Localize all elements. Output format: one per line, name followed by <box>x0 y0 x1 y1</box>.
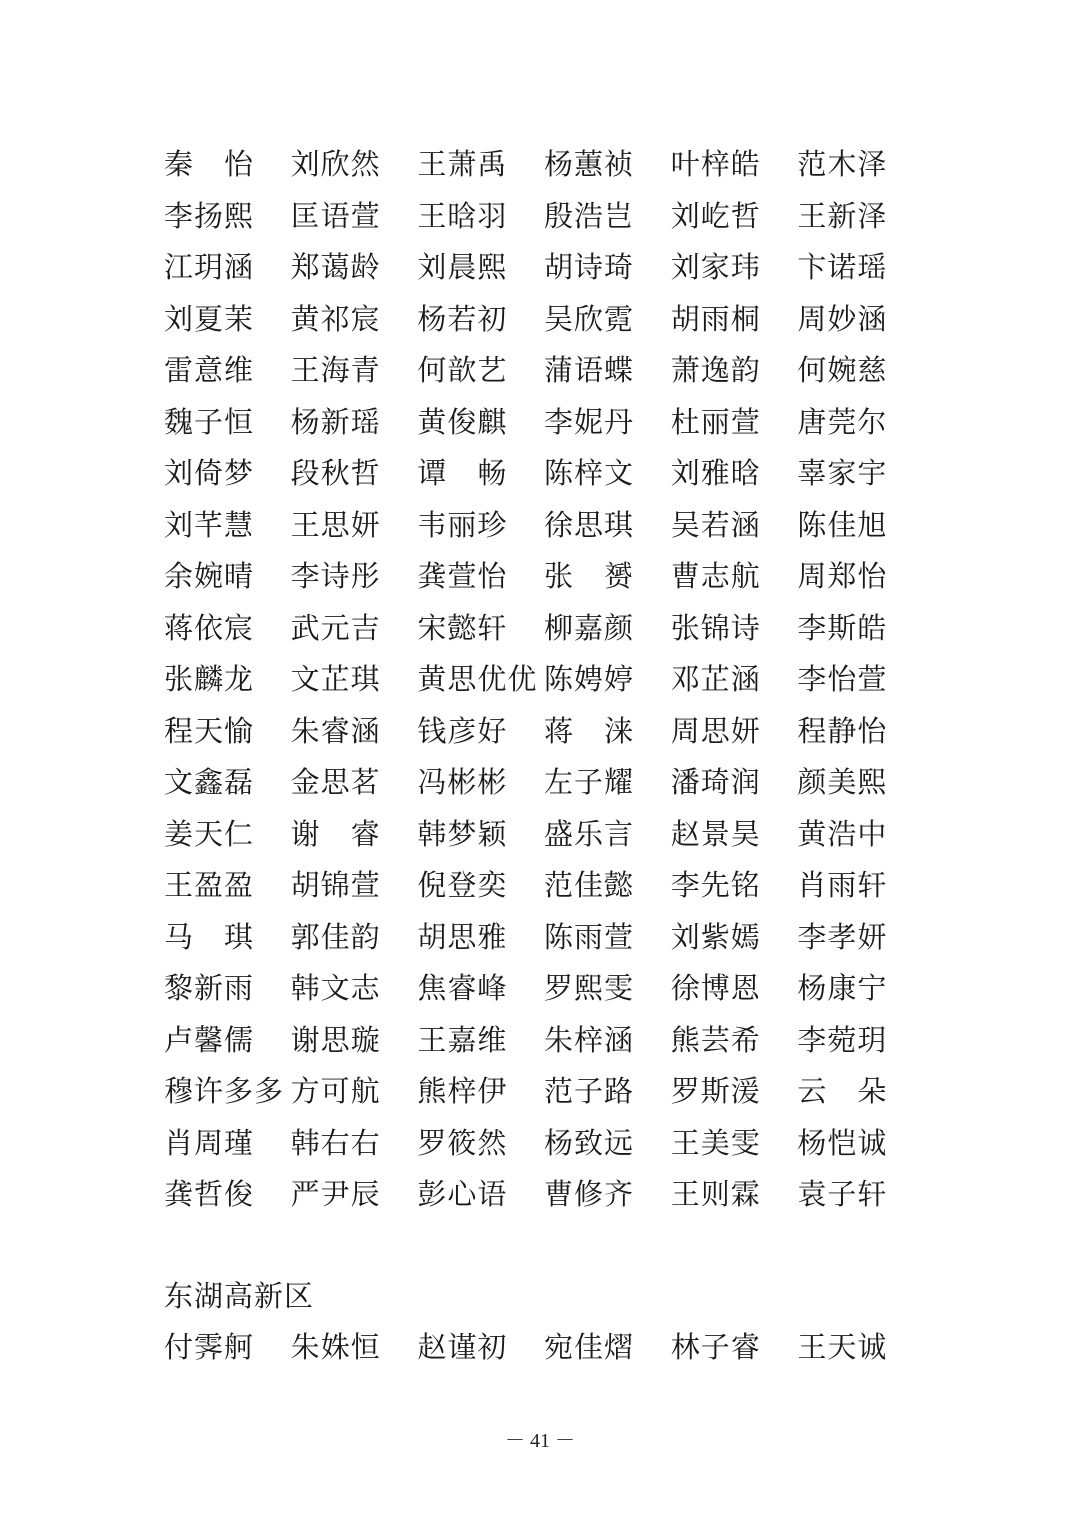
name-cell: 刘雅晗 <box>670 456 761 491</box>
name-cell: 黄俊麒 <box>417 404 508 439</box>
name-cell: 吴若涵 <box>670 507 761 542</box>
name-cell: 方可航 <box>290 1074 381 1109</box>
name-cell: 王天诚 <box>797 1330 888 1365</box>
name-cell: 穆许多多 <box>164 1074 285 1109</box>
name-cell: 陈雨萱 <box>544 919 635 954</box>
name-cell: 蒲语蝶 <box>544 353 635 388</box>
name-cell: 李斯皓 <box>797 610 888 645</box>
name-cell: 刘芊慧 <box>164 507 255 542</box>
name-cell: 卞诺瑶 <box>797 250 888 285</box>
name-cell: 李诗彤 <box>290 559 381 594</box>
name-row <box>164 961 924 1013</box>
name-cell: 叶梓皓 <box>670 147 761 182</box>
name-cell: 杨康宁 <box>797 971 888 1006</box>
names-list <box>164 137 924 1219</box>
name-cell: 王美雯 <box>670 1125 761 1160</box>
name-cell: 周思妍 <box>670 713 761 748</box>
name-cell: 杜丽萱 <box>670 404 761 439</box>
name-row <box>164 189 924 241</box>
name-cell: 张麟龙 <box>164 662 255 697</box>
name-row <box>164 910 924 962</box>
name-row <box>164 549 924 601</box>
name-cell: 蒋 涞 <box>544 713 635 748</box>
name-cell: 范子路 <box>544 1074 635 1109</box>
name-cell: 王新泽 <box>797 198 888 233</box>
name-cell: 韦丽珍 <box>417 507 508 542</box>
name-row <box>164 240 924 292</box>
name-cell: 殷浩岂 <box>544 198 635 233</box>
name-cell: 张锦诗 <box>670 610 761 645</box>
name-cell: 刘晨熙 <box>417 250 508 285</box>
name-cell: 刘屹哲 <box>670 198 761 233</box>
name-cell: 程天愉 <box>164 713 255 748</box>
name-cell: 严尹辰 <box>290 1177 381 1212</box>
name-cell: 周郑怡 <box>797 559 888 594</box>
name-cell: 马 琪 <box>164 919 255 954</box>
name-cell: 雷意维 <box>164 353 255 388</box>
name-cell: 邓芷涵 <box>670 662 761 697</box>
name-cell: 刘家玮 <box>670 250 761 285</box>
name-cell: 焦睿峰 <box>417 971 508 1006</box>
name-cell: 文芷琪 <box>290 662 381 697</box>
name-cell: 李扬熙 <box>164 198 255 233</box>
page-number: － 41 － <box>505 1430 575 1452</box>
name-cell: 罗斯湲 <box>670 1074 761 1109</box>
name-cell: 胡锦萱 <box>290 868 381 903</box>
name-cell: 盛乐言 <box>544 816 635 851</box>
name-cell: 谭 畅 <box>417 456 508 491</box>
name-cell: 付霁舸 <box>164 1330 255 1365</box>
name-cell: 陈娉婷 <box>544 662 635 697</box>
name-cell: 唐莞尔 <box>797 404 888 439</box>
name-cell: 李孝妍 <box>797 919 888 954</box>
name-cell: 李妮丹 <box>544 404 635 439</box>
name-row <box>164 601 924 653</box>
name-cell: 潘琦润 <box>670 765 761 800</box>
name-cell: 金思茗 <box>290 765 381 800</box>
name-cell: 郭佳韵 <box>290 919 381 954</box>
name-cell: 韩文志 <box>290 971 381 1006</box>
name-cell: 黄浩中 <box>797 816 888 851</box>
name-cell: 何歆艺 <box>417 353 508 388</box>
name-cell: 倪登奕 <box>417 868 508 903</box>
name-cell: 姜天仁 <box>164 816 255 851</box>
name-cell: 黄思优优 <box>417 662 538 697</box>
name-cell: 杨新瑶 <box>290 404 381 439</box>
name-cell: 朱姝恒 <box>290 1330 381 1365</box>
name-cell: 段秋哲 <box>290 456 381 491</box>
name-row <box>164 1013 924 1065</box>
name-cell: 冯彬彬 <box>417 765 508 800</box>
name-cell: 朱睿涵 <box>290 713 381 748</box>
name-row <box>164 498 924 550</box>
name-cell: 何婉慈 <box>797 353 888 388</box>
name-cell: 袁子轩 <box>797 1177 888 1212</box>
name-cell: 李怡萱 <box>797 662 888 697</box>
name-cell: 余婉晴 <box>164 559 255 594</box>
name-cell: 黄祁宸 <box>290 301 381 336</box>
name-cell: 刘紫嫣 <box>670 919 761 954</box>
name-row <box>164 1167 924 1219</box>
name-cell: 陈梓文 <box>544 456 635 491</box>
name-cell: 江玥涵 <box>164 250 255 285</box>
name-cell: 韩右右 <box>290 1125 381 1160</box>
name-cell: 杨致远 <box>544 1125 635 1160</box>
name-cell: 卢馨儒 <box>164 1022 255 1057</box>
name-cell: 刘欣然 <box>290 147 381 182</box>
name-cell: 熊梓伊 <box>417 1074 508 1109</box>
name-cell: 杨恺诚 <box>797 1125 888 1160</box>
name-cell: 曹修齐 <box>544 1177 635 1212</box>
name-row <box>164 1064 924 1116</box>
name-row <box>164 858 924 910</box>
name-cell: 陈佳旭 <box>797 507 888 542</box>
name-cell: 魏子恒 <box>164 404 255 439</box>
name-cell: 彭心语 <box>417 1177 508 1212</box>
name-row <box>164 1116 924 1168</box>
name-cell: 颜美熙 <box>797 765 888 800</box>
name-cell: 李菀玥 <box>797 1022 888 1057</box>
name-cell: 武元吉 <box>290 610 381 645</box>
name-cell: 郑蔼龄 <box>290 250 381 285</box>
name-cell: 熊芸希 <box>670 1022 761 1057</box>
name-cell: 钱彦好 <box>417 713 508 748</box>
name-cell: 肖周瑾 <box>164 1125 255 1160</box>
name-cell: 萧逸韵 <box>670 353 761 388</box>
name-cell: 罗熙雯 <box>544 971 635 1006</box>
name-cell: 王则霖 <box>670 1177 761 1212</box>
name-cell: 王萧禹 <box>417 147 508 182</box>
name-cell: 杨若初 <box>417 301 508 336</box>
name-cell: 李先铭 <box>670 868 761 903</box>
name-cell: 文鑫磊 <box>164 765 255 800</box>
name-cell: 周妙涵 <box>797 301 888 336</box>
section-names-row <box>164 1320 924 1372</box>
name-cell: 朱梓涵 <box>544 1022 635 1057</box>
name-cell: 云 朵 <box>797 1074 888 1109</box>
name-cell: 龚萱怡 <box>417 559 508 594</box>
name-row <box>164 755 924 807</box>
name-cell: 程静怡 <box>797 713 888 748</box>
name-cell: 黎新雨 <box>164 971 255 1006</box>
name-cell: 胡雨桐 <box>670 301 761 336</box>
name-cell: 宛佳熠 <box>544 1330 635 1365</box>
name-cell: 左子耀 <box>544 765 635 800</box>
name-row <box>164 652 924 704</box>
name-row <box>164 137 924 189</box>
name-cell: 罗筱然 <box>417 1125 508 1160</box>
name-cell: 王嘉维 <box>417 1022 508 1057</box>
name-cell: 王盈盈 <box>164 868 255 903</box>
name-cell: 王思妍 <box>290 507 381 542</box>
name-cell: 谢思璇 <box>290 1022 381 1057</box>
name-cell: 吴欣霓 <box>544 301 635 336</box>
section-title: 东湖高新区 <box>164 1278 315 1313</box>
name-cell: 林子睿 <box>670 1330 761 1365</box>
name-cell: 秦 怡 <box>164 147 255 182</box>
name-cell: 范木泽 <box>797 147 888 182</box>
name-cell: 刘倚梦 <box>164 456 255 491</box>
district-section <box>164 1268 924 1372</box>
name-cell: 谢 睿 <box>290 816 381 851</box>
name-cell: 龚哲俊 <box>164 1177 255 1212</box>
name-row <box>164 343 924 395</box>
name-cell: 杨蕙祯 <box>544 147 635 182</box>
name-cell: 胡诗琦 <box>544 250 635 285</box>
name-cell: 王海青 <box>290 353 381 388</box>
name-cell: 柳嘉颜 <box>544 610 635 645</box>
name-cell: 匡语萱 <box>290 198 381 233</box>
name-cell: 刘夏茉 <box>164 301 255 336</box>
name-cell: 赵谨初 <box>417 1330 508 1365</box>
name-cell: 辜家宇 <box>797 456 888 491</box>
name-row <box>164 807 924 859</box>
name-cell: 范佳懿 <box>544 868 635 903</box>
name-row <box>164 395 924 447</box>
name-cell: 徐思琪 <box>544 507 635 542</box>
name-row <box>164 704 924 756</box>
name-cell: 曹志航 <box>670 559 761 594</box>
name-row <box>164 292 924 344</box>
name-cell: 韩梦颖 <box>417 816 508 851</box>
name-cell: 徐博恩 <box>670 971 761 1006</box>
name-cell: 肖雨轩 <box>797 868 888 903</box>
name-cell: 赵景昊 <box>670 816 761 851</box>
name-cell: 胡思雅 <box>417 919 508 954</box>
name-cell: 蒋依宸 <box>164 610 255 645</box>
name-cell: 宋懿轩 <box>417 610 508 645</box>
name-cell: 张 赟 <box>544 559 635 594</box>
name-row <box>164 446 924 498</box>
name-cell: 王晗羽 <box>417 198 508 233</box>
